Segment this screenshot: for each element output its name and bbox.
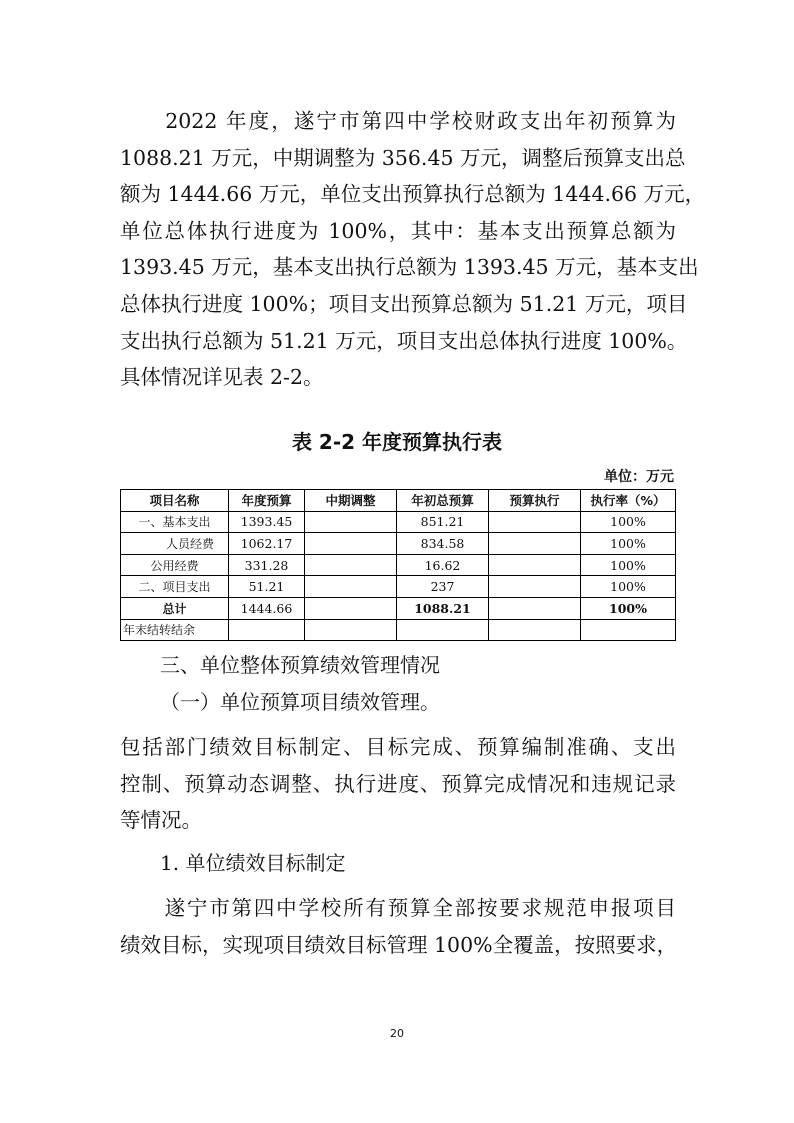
row-initial [397, 619, 489, 641]
header-cell-rate: 执行率（%） [581, 490, 676, 512]
table-row [121, 533, 676, 555]
row-initial: 834.58 [397, 533, 489, 555]
row-name: 一、基本支出 [121, 511, 229, 533]
row-name: 人员经费 [121, 533, 229, 555]
body-line: 控制、预算动态调整、执行进度、预算完成情况和违规记录 [120, 771, 676, 796]
row-exec [489, 511, 581, 533]
header-cell-annual: 年度预算 [229, 490, 305, 512]
row-name: 年末结转结余 [121, 619, 229, 641]
row-mid [305, 511, 397, 533]
intro-line: 额为 1444.66 万元，单位支出预算执行总额为 1444.66 万元， [120, 182, 706, 207]
row-initial: 16.62 [397, 554, 489, 576]
table-header-row [121, 490, 676, 512]
row-exec [489, 554, 581, 576]
row-exec [489, 597, 581, 619]
row-annual: 1062.17 [229, 533, 305, 555]
intro-line: 总体执行进度 100%；项目支出预算总额为 51.21 万元，项目 [120, 291, 688, 316]
row-initial: 1088.21 [397, 597, 489, 619]
body-paragraph [120, 890, 676, 963]
body-line: 遂宁市第四中学校所有预算全部按要求规范申报项目 [120, 896, 676, 920]
subsection-heading: （一）单位预算项目绩效管理。 [160, 690, 440, 714]
row-exec [489, 533, 581, 555]
row-rate: 100% [581, 533, 676, 555]
row-mid [305, 576, 397, 598]
table-title: 表 2-2 年度预算执行表 [291, 430, 503, 454]
body-paragraph [120, 729, 676, 839]
row-exec [489, 619, 581, 641]
row-annual: 331.28 [229, 554, 305, 576]
intro-line: 支出执行总额为 51.21 万元，项目支出总体执行进度 100%。 [120, 328, 688, 353]
row-annual [229, 619, 305, 641]
row-rate: 100% [581, 576, 676, 598]
row-name: 总计 [121, 597, 229, 619]
row-mid [305, 533, 397, 555]
table-row-total [121, 597, 676, 619]
row-rate: 100% [581, 554, 676, 576]
intro-line: 单位总体执行进度为 100%，其中：基本支出预算总额为 [120, 218, 676, 243]
intro-paragraph [120, 103, 706, 396]
page-number: 20 [390, 1027, 404, 1040]
row-mid [305, 597, 397, 619]
table-row [121, 554, 676, 576]
intro-line: 具体情况详见表 2-2。 [120, 365, 324, 390]
header-cell-initial: 年初总预算 [397, 490, 489, 512]
budget-execution-table [120, 489, 676, 641]
row-rate [581, 619, 676, 641]
row-mid [305, 619, 397, 641]
row-name: 公用经费 [121, 554, 229, 576]
table-row [121, 511, 676, 533]
header-cell-name: 项目名称 [121, 490, 229, 512]
table-row [121, 619, 676, 641]
row-rate: 100% [581, 597, 676, 619]
row-initial: 237 [397, 576, 489, 598]
row-annual: 1444.66 [229, 597, 305, 619]
row-annual: 51.21 [229, 576, 305, 598]
intro-line: 1393.45 万元，基本支出执行总额为 1393.45 万元，基本支出 [120, 255, 699, 280]
row-mid [305, 554, 397, 576]
table-unit: 单位：万元 [604, 469, 674, 485]
header-cell-exec: 预算执行 [489, 490, 581, 512]
row-rate: 100% [581, 511, 676, 533]
row-exec [489, 576, 581, 598]
intro-line: 2022 年度，遂宁市第四中学校财政支出年初预算为 [120, 109, 676, 133]
row-annual: 1393.45 [229, 511, 305, 533]
body-line: 绩效目标，实现项目绩效目标管理 100%全覆盖，按照要求， [120, 932, 678, 957]
body-line: 等情况。 [120, 808, 202, 833]
table-row [121, 576, 676, 598]
section-heading: 三、单位整体预算绩效管理情况 [160, 653, 440, 677]
row-initial: 851.21 [397, 511, 489, 533]
intro-line: 1088.21 万元，中期调整为 356.45 万元，调整后预算支出总 [120, 145, 686, 170]
header-cell-mid: 中期调整 [305, 490, 397, 512]
body-line: 包括部门绩效目标制定、目标完成、预算编制准确、支出 [120, 735, 676, 759]
item-heading: 1. 单位绩效目标制定 [160, 851, 346, 875]
row-name: 二、项目支出 [121, 576, 229, 598]
